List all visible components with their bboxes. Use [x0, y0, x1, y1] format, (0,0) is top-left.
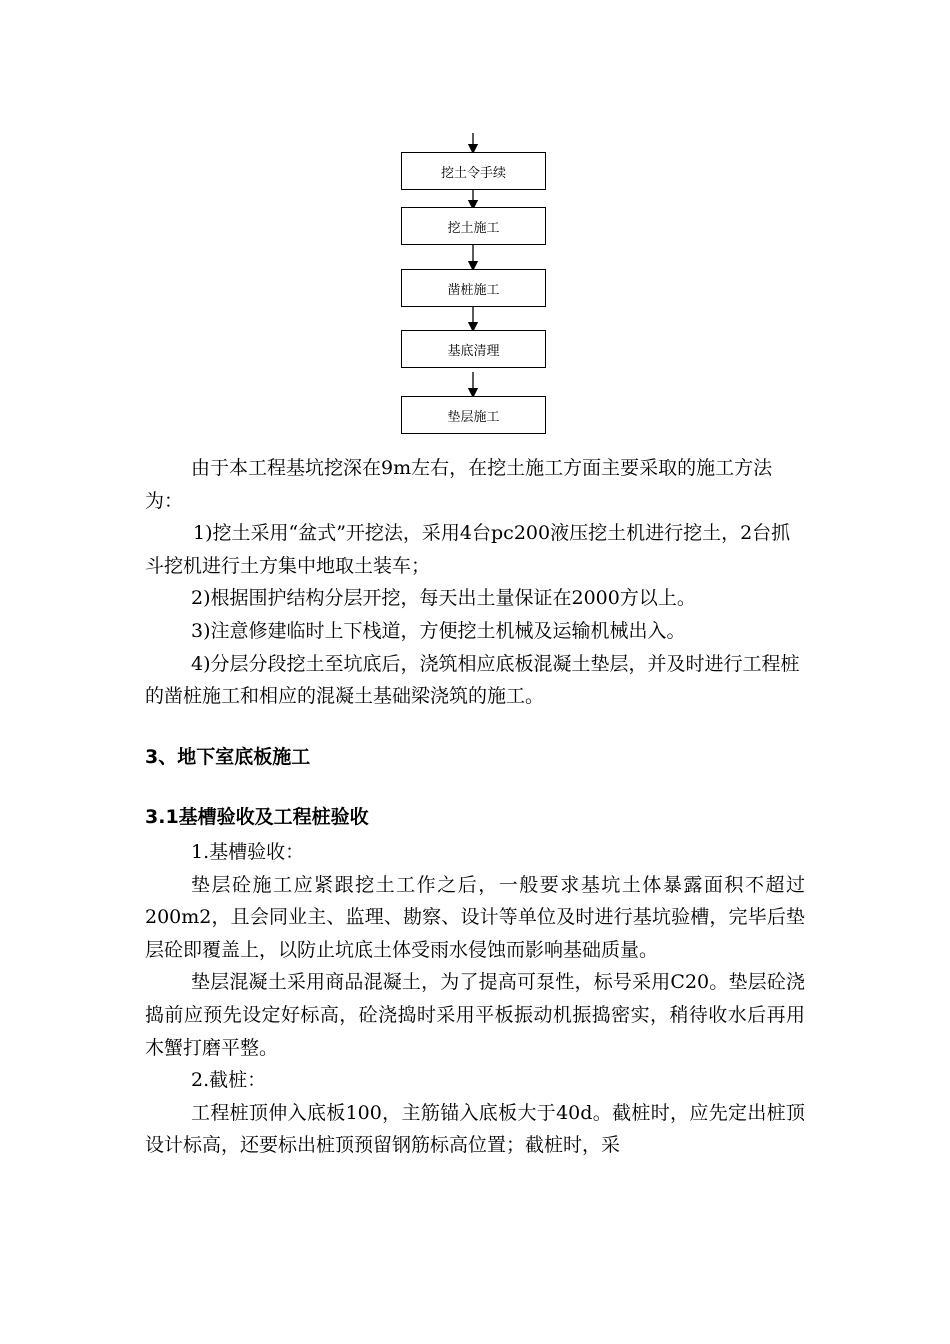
item-2-paragraph-1: 工程桩顶伸入底板100，主筋锚入底板大于40d。截桩时，应先定出桩顶设计标高，还要标出桩顶预留钢筋标高位置；截桩时，采: [145, 1101, 805, 1157]
excavation-method-text: [145, 452, 805, 713]
section-heading: 3、地下室底板施工: [145, 746, 311, 768]
item-2-title: 2.截桩：: [191, 1069, 267, 1092]
paragraph-item-1: 1)挖土采用“盆式”开挖法，采用4台pc200液压挖土机进行挖土，2台抓斗挖机进行土方集中地取土装车；: [145, 522, 791, 577]
section-body: [145, 836, 805, 1162]
paragraph-intro: 由于本工程基坑挖深在9m左右，在挖土施工方面主要采取的施工方法为：: [145, 457, 773, 512]
flow-step-base-cleaning: 基底清理: [401, 330, 546, 368]
flow-step-pile-cutting: 凿桩施工: [401, 269, 546, 307]
paragraph-item-2: 2)根据围护结构分层开挖，每天出土量保证在2000方以上。: [191, 587, 696, 610]
flow-step-cushion-layer: 垫层施工: [401, 396, 546, 434]
paragraph-item-4: 4)分层分段挖土至坑底后，浇筑相应底板混凝土垫层，并及时进行工程桩的凿桩施工和相应的混凝土基础梁浇筑的施工。: [145, 652, 800, 708]
item-1-title: 1.基槽验收：: [191, 841, 305, 863]
subsection-heading: 3.1基槽验收及工程桩验收: [145, 806, 369, 828]
flow-step-excavation: 挖土施工: [401, 207, 546, 245]
item-1-paragraph-1: 垫层砼施工应紧跟挖土工作之后，一般要求基坑土体暴露面积不超过200m2，且会同业主、监理、勘察、设计等单位及时进行基坑验槽，完毕后垫层砼即覆盖上，以防止坑底土体受雨水侵蚀而影响基础质量。: [145, 873, 805, 961]
paragraph-item-3: 3)注意修建临时上下栈道，方便挖土机械及运输机械出入。: [191, 619, 686, 642]
construction-flowchart: [0, 0, 950, 450]
flow-step-permit: 挖土令手续: [401, 152, 546, 190]
item-1-paragraph-2: 垫层混凝土采用商品混凝土，为了提高可泵性，标号采用C20。垫层砼浇捣前应预先设定好标高，砼浇捣时采用平板振动机振捣密实，稍待收水后再用木蟹打磨平整。: [145, 971, 805, 1059]
